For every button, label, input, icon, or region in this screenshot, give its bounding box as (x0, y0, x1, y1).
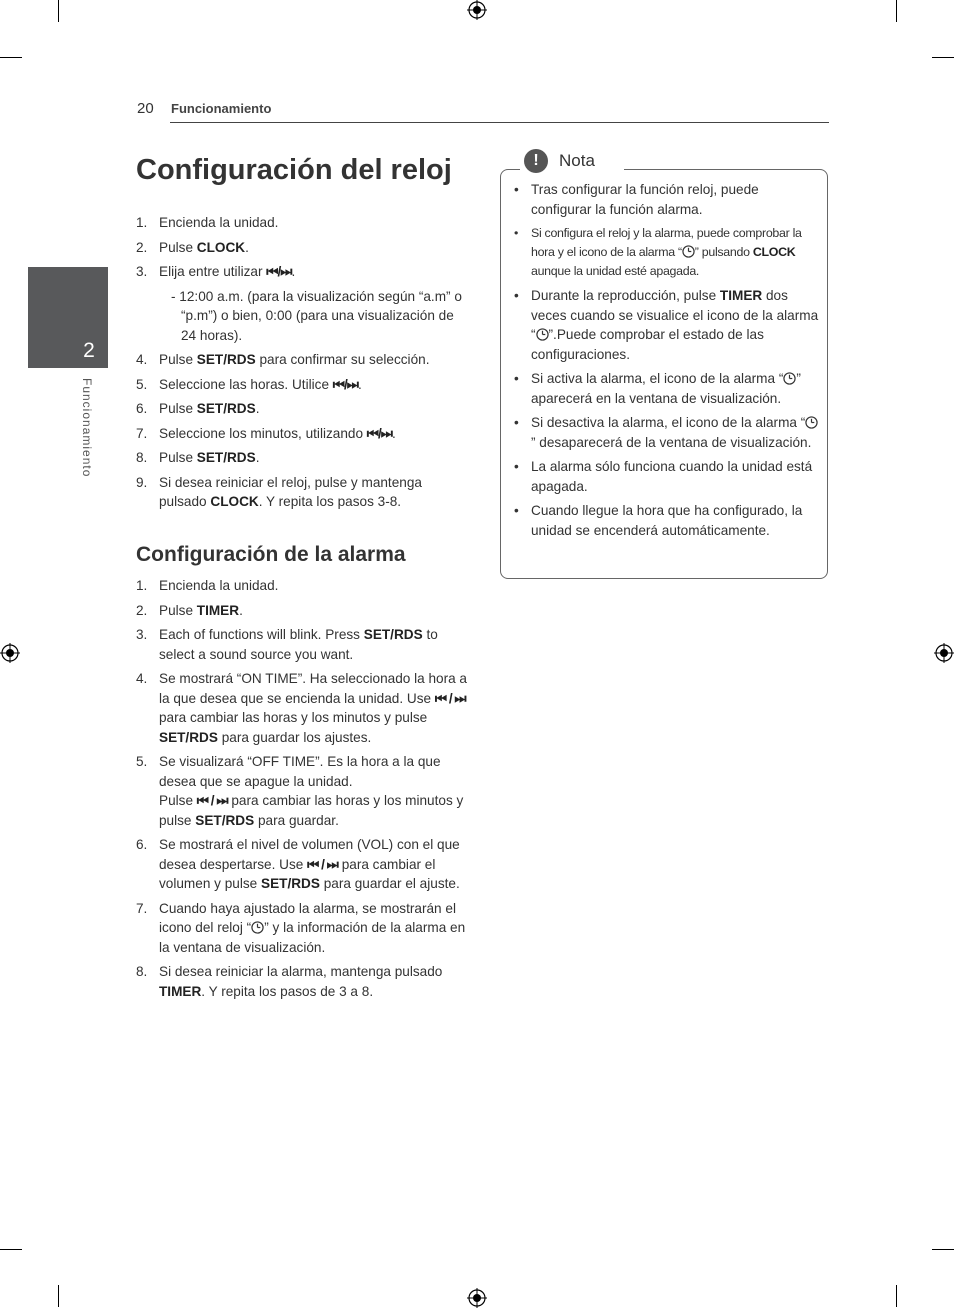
bullet-icon: • (514, 182, 519, 197)
text-run: Pulse (159, 450, 197, 465)
skip-controls-icon: ⏮ / ⏭ (434, 690, 466, 706)
crop-mark (0, 57, 22, 58)
step-text (159, 240, 249, 255)
list-item (136, 669, 468, 747)
note-text (531, 503, 802, 538)
text-run: Each of functions will blink. Press (159, 627, 364, 642)
crop-mark (932, 57, 954, 58)
text-run: Pulse (159, 401, 197, 416)
button-label: SET/RDS (196, 401, 256, 416)
text-run: dos veces cuando se visualice el icono de la alarma “ (531, 288, 819, 342)
text-run: para guardar el ajuste. (319, 876, 460, 891)
page-title: Configuración del reloj (136, 154, 452, 186)
step-text (159, 215, 278, 230)
text-run: Si desactiva la alarma, el icono de la alarma “ (531, 415, 806, 430)
skip-controls-icon: ⏮/⏭ (266, 264, 292, 279)
text-run: Se mostrará “ON TIME”. Ha seleccionado la hora a la que desea que se encienda la unidad. Use (159, 671, 467, 706)
note-item (514, 180, 820, 219)
step-number: 4. (136, 671, 148, 686)
step-text (159, 352, 429, 367)
registration-mark-icon (934, 643, 954, 663)
text-run: aunque la unidad esté apagada. (531, 264, 700, 278)
step-text (159, 475, 422, 510)
section-name: Funcionamiento (171, 101, 272, 116)
text-run: Cuando llegue la hora que ha configurado, la unidad se encenderá automáticamente. (531, 503, 803, 538)
crop-mark (0, 1249, 22, 1250)
clock-icon (536, 328, 549, 341)
crop-mark (932, 1249, 954, 1250)
button-label: TIMER (196, 602, 240, 618)
alarm-section-title: Configuración de la alarma (136, 543, 406, 566)
list-item (136, 262, 468, 345)
button-label: SET/RDS (261, 876, 320, 891)
bullet-icon: • (514, 371, 519, 386)
note-item (514, 457, 820, 496)
button-label: TIMER (719, 288, 763, 303)
skip-controls-icon: ⏮/⏭ (332, 376, 359, 392)
step-text (159, 837, 460, 891)
step-text (159, 377, 362, 392)
button-label: SET/RDS (159, 729, 218, 745)
step-number: 5. (136, 754, 148, 769)
list-item (136, 238, 468, 258)
note-item (514, 286, 820, 364)
text-run: . (255, 450, 260, 465)
step-text (159, 671, 467, 745)
button-label: SET/RDS (196, 352, 256, 367)
registration-mark-icon (467, 0, 487, 20)
text-run: Si activa la alarma, el icono de la alarma “ (531, 371, 784, 386)
chapter-label: Funcionamiento (80, 378, 94, 478)
button-label: SET/RDS (363, 627, 423, 642)
text-run: Seleccione las horas. Utilice (159, 376, 333, 392)
step-number: 1. (136, 215, 148, 230)
step-number: 2. (136, 602, 148, 618)
text-run: para cambiar las horas y los minutos y pulse (159, 710, 428, 725)
bullet-icon: • (514, 459, 519, 474)
list-item (136, 350, 468, 370)
text-run: Encienda la unidad. (159, 578, 279, 593)
text-run: ” desaparecerá de la ventana de visualización. (531, 434, 812, 450)
chapter-number: 2 (83, 339, 95, 362)
crop-mark (896, 1285, 897, 1307)
note-list (514, 180, 820, 545)
header-rule (170, 122, 829, 123)
note-title: Nota (559, 151, 595, 170)
list-item (136, 473, 468, 512)
bullet-icon: • (514, 415, 519, 430)
text-run: Encienda la unidad. (159, 215, 279, 230)
button-label: SET/RDS (195, 812, 255, 828)
text-run: La alarma sólo funciona cuando la unidad está apagada. (531, 459, 813, 494)
text-run: Tras configurar la función reloj, puede configurar la función alarma. (531, 182, 759, 217)
step-number: 7. (136, 425, 148, 441)
skip-controls-icon: ⏮ / ⏭ (196, 793, 228, 808)
text-run: Elija entre utilizar (159, 264, 267, 279)
text-run: . (255, 401, 260, 416)
text-run: para confirmar su selección. (255, 352, 430, 367)
list-item (136, 576, 468, 596)
note-header (520, 148, 624, 174)
step-number: 6. (136, 837, 148, 852)
text-run: Pulse (159, 602, 197, 618)
crop-mark (58, 0, 59, 22)
text-run: Si configura el reloj y la alarma, puede comprobar la hora y el icono de la alarma “ (531, 226, 802, 259)
skip-controls-icon: ⏮/⏭ (366, 425, 393, 441)
clock-icon (682, 245, 695, 258)
step-text (159, 578, 278, 593)
clock-icon (805, 416, 818, 429)
text-run: . Y repita los pasos de 3 a 8. (201, 983, 374, 999)
step-text (159, 627, 438, 662)
text-run: para guardar los ajustes. (217, 729, 372, 745)
list-item (136, 375, 468, 395)
note-item (514, 224, 820, 281)
step-number: 3. (136, 627, 148, 642)
list-item (136, 213, 468, 233)
button-label: CLOCK (196, 239, 246, 255)
note-text (531, 371, 801, 406)
text-run: Seleccione los minutos, utilizando (159, 425, 367, 441)
list-item (136, 899, 468, 958)
note-item (514, 501, 820, 540)
button-label: SET/RDS (196, 450, 256, 465)
registration-mark-icon (467, 1288, 487, 1308)
text-run: ” y la información de la alarma en la ventana de visualización. (159, 920, 466, 955)
bullet-icon: • (514, 288, 519, 303)
text-run: Pulse (159, 793, 197, 808)
button-label: CLOCK (210, 494, 259, 509)
crop-mark (58, 1285, 59, 1307)
clock-icon (251, 921, 264, 934)
step-text (159, 754, 463, 828)
warning-icon: ! (524, 149, 548, 173)
text-run: ” aparecerá en la ventana de visualización. (531, 371, 801, 406)
list-item (136, 835, 468, 894)
step-subnote: - 12:00 a.m. (para la visualización según “a.m” o “p.m”) o bien, 0:00 (para una visualización de 24 horas). (171, 288, 462, 343)
bullet-icon: • (514, 226, 519, 240)
text-run: ”.Puede comprobar el estado de las configuraciones. (531, 327, 764, 362)
list-item (136, 399, 468, 419)
note-text (531, 415, 818, 450)
text-run: Se visualizará “OFF TIME”. Es la hora a la que desea que se apague la unidad. (159, 754, 441, 789)
text-run: . (245, 239, 249, 255)
text-run: para cambiar las horas y los minutos y pulse (159, 793, 464, 828)
text-run: Pulse (159, 352, 197, 367)
text-run: Cuando haya ajustado la alarma, se mostrarán el icono del reloj “ (159, 900, 456, 935)
list-item (136, 601, 468, 621)
text-run: Pulse (159, 239, 197, 255)
text-run: . (291, 264, 296, 279)
text-run: . (358, 376, 362, 392)
step-number: 6. (136, 401, 148, 416)
note-item (514, 413, 820, 452)
text-run: . Y repita los pasos 3-8. (258, 494, 402, 509)
skip-controls-icon: ⏮ / ⏭ (307, 856, 338, 872)
note-item (514, 369, 820, 408)
bullet-icon: • (514, 503, 519, 518)
note-text (531, 182, 759, 217)
text-run: ” pulsando (694, 245, 753, 259)
step-number: 5. (136, 376, 148, 392)
page-number: 20 (137, 100, 154, 117)
step-text (159, 603, 243, 618)
step-text (159, 964, 442, 999)
note-text (531, 226, 802, 278)
list-item (136, 625, 468, 664)
text-run: para cambiar el volumen y pulse (159, 856, 436, 891)
step-text (159, 901, 465, 955)
step-number: 7. (136, 900, 148, 916)
button-label: CLOCK (752, 245, 796, 259)
list-item (136, 448, 468, 468)
text-run: to select a sound source you want. (159, 627, 438, 662)
clock-steps-list (136, 213, 468, 517)
step-number: 9. (136, 474, 148, 490)
clock-icon (783, 372, 796, 385)
step-text (159, 264, 295, 279)
step-text (159, 401, 259, 416)
text-run: . (392, 425, 396, 441)
list-item (136, 424, 468, 444)
step-number: 8. (136, 450, 148, 465)
step-number: 8. (136, 964, 148, 979)
step-number: 4. (136, 352, 148, 367)
step-text (159, 426, 396, 441)
text-run: para guardar. (254, 812, 339, 828)
crop-mark (896, 0, 897, 22)
registration-mark-icon (0, 643, 20, 663)
step-text (159, 450, 259, 465)
step-number: 1. (136, 578, 148, 593)
step-number: 2. (136, 239, 148, 255)
step-number: 3. (136, 264, 148, 279)
text-run: Si desea reiniciar el reloj, pulse y mantenga pulsado (159, 474, 422, 509)
text-run: Si desea reiniciar la alarma, mantenga pulsado (159, 964, 443, 979)
text-run: Durante la reproducción, pulse (531, 288, 720, 303)
alarm-steps-list (136, 576, 468, 1006)
button-label: TIMER (159, 983, 202, 999)
text-run: . (239, 602, 243, 618)
list-item (136, 752, 468, 830)
note-text (531, 288, 818, 362)
list-item (136, 962, 468, 1001)
text-run: Se mostrará el nivel de volumen (VOL) con el que desea despertarse. Use (159, 837, 460, 872)
note-text (531, 459, 812, 494)
